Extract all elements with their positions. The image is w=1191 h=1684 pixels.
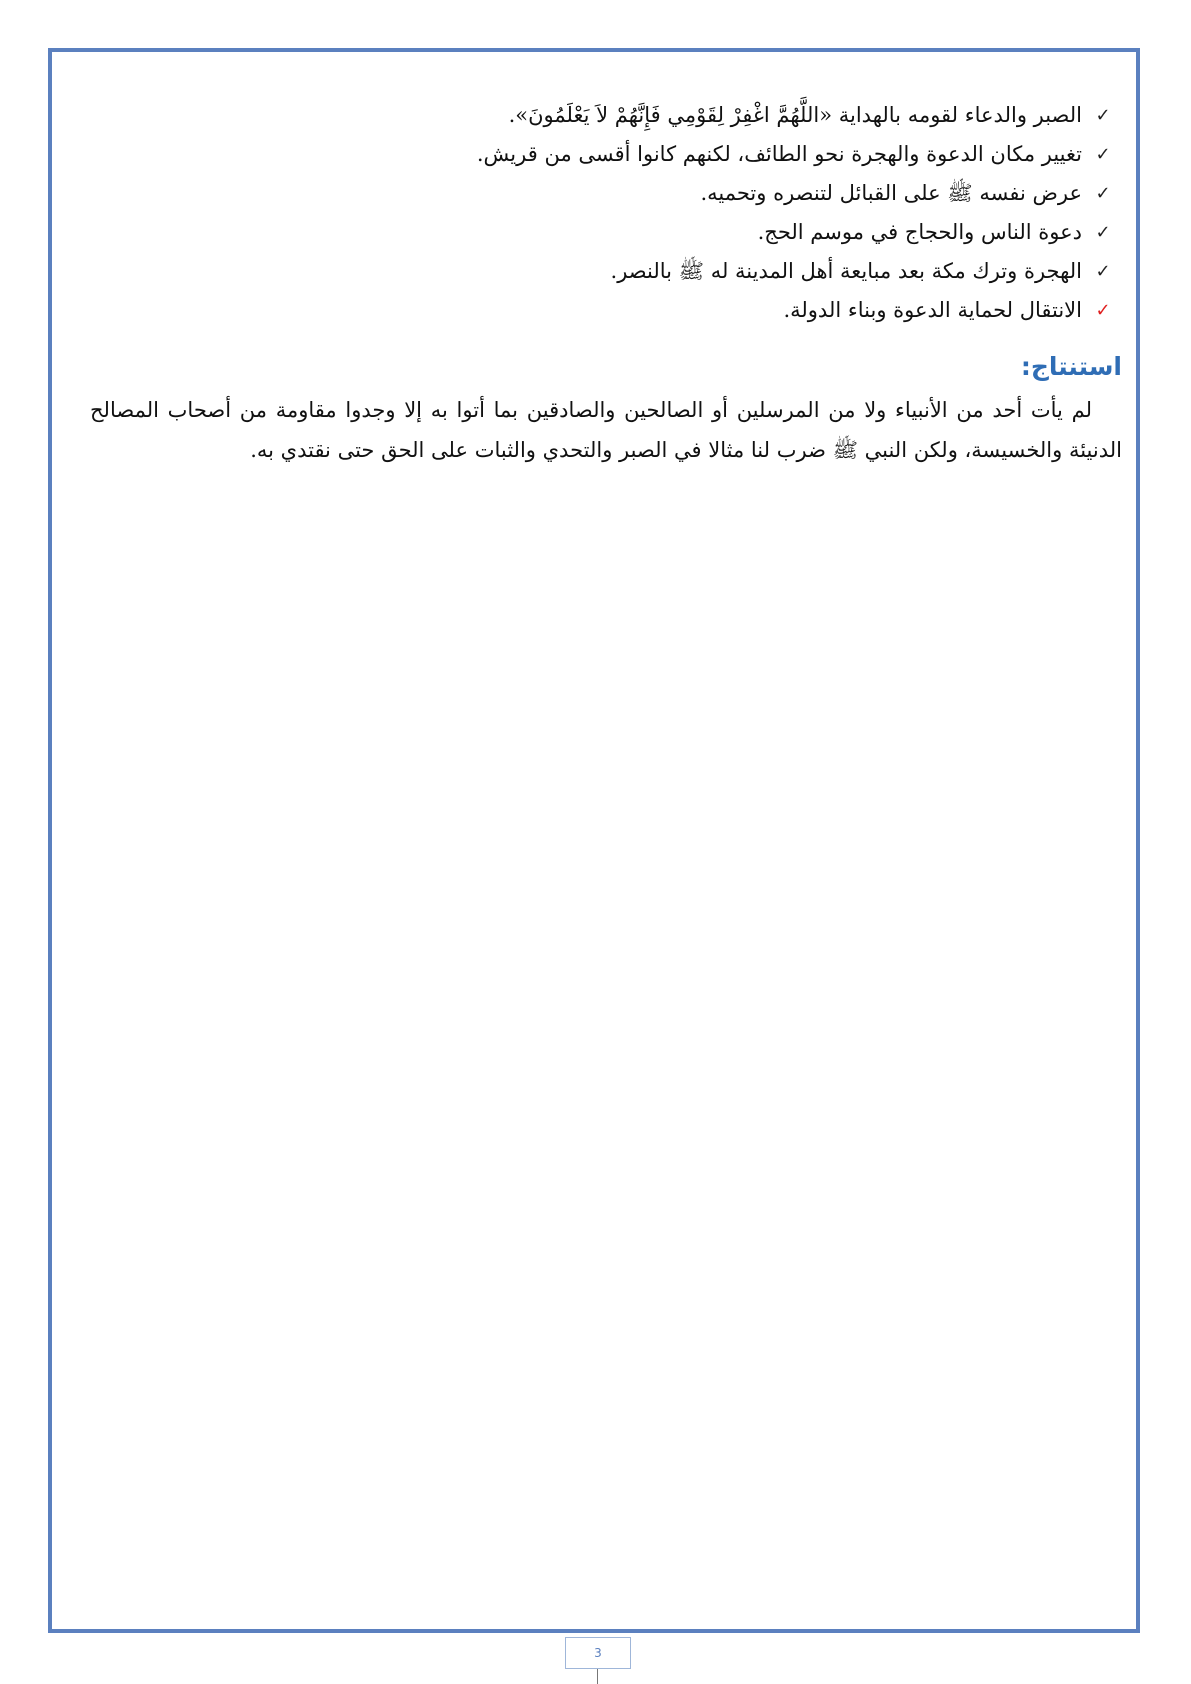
checklist — [90, 96, 1122, 330]
list-item-text: الهجرة وترك مكة بعد مبايعة أهل المدينة له ﷺ بالنصر. — [610, 259, 1082, 283]
list-item — [90, 213, 1114, 252]
list-item-text: تغيير مكان الدعوة والهجرة نحو الطائف، لكنهم كانوا أقسى من قريش. — [476, 142, 1082, 166]
list-item — [90, 174, 1114, 213]
list-item — [90, 252, 1114, 291]
page-content — [90, 96, 1122, 470]
check-icon: ✓ — [1095, 300, 1111, 321]
list-item-text: دعوة الناس والحجاج في موسم الحج. — [757, 220, 1082, 244]
list-item — [90, 135, 1114, 174]
list-item — [90, 96, 1114, 135]
list-item — [90, 291, 1114, 330]
page-number: 3 — [565, 1637, 631, 1669]
conclusion-heading: استنتاج: — [1020, 352, 1122, 381]
list-item-text: الانتقال لحماية الدعوة وبناء الدولة. — [783, 298, 1082, 322]
page-number-divider — [597, 1669, 598, 1684]
check-icon: ✓ — [1095, 183, 1111, 204]
conclusion-paragraph: لم يأت أحد من الأنبياء ولا من المرسلين أو الصالحين والصادقين بما أتوا به إلا وجدوا مقاومة من أصحاب المصالح الدنيئة والخسيسة، ولكن النبي ﷺ ضرب لنا مثالا في الصبر والتحدي والثبات على الحق حتى نقتدي به. — [90, 398, 1122, 462]
list-item-text: الصبر والدعاء لقومه بالهداية «اللَّهُمَّ اغْفِرْ لِقَوْمِي فَإِنَّهُمْ لاَ يَعْلَمُونَ». — [508, 103, 1082, 127]
check-icon: ✓ — [1095, 144, 1111, 165]
check-icon: ✓ — [1095, 261, 1111, 282]
list-item-text: عرض نفسه ﷺ على القبائل لتنصره وتحميه. — [700, 181, 1082, 205]
check-icon: ✓ — [1095, 222, 1111, 243]
check-icon: ✓ — [1095, 105, 1111, 126]
